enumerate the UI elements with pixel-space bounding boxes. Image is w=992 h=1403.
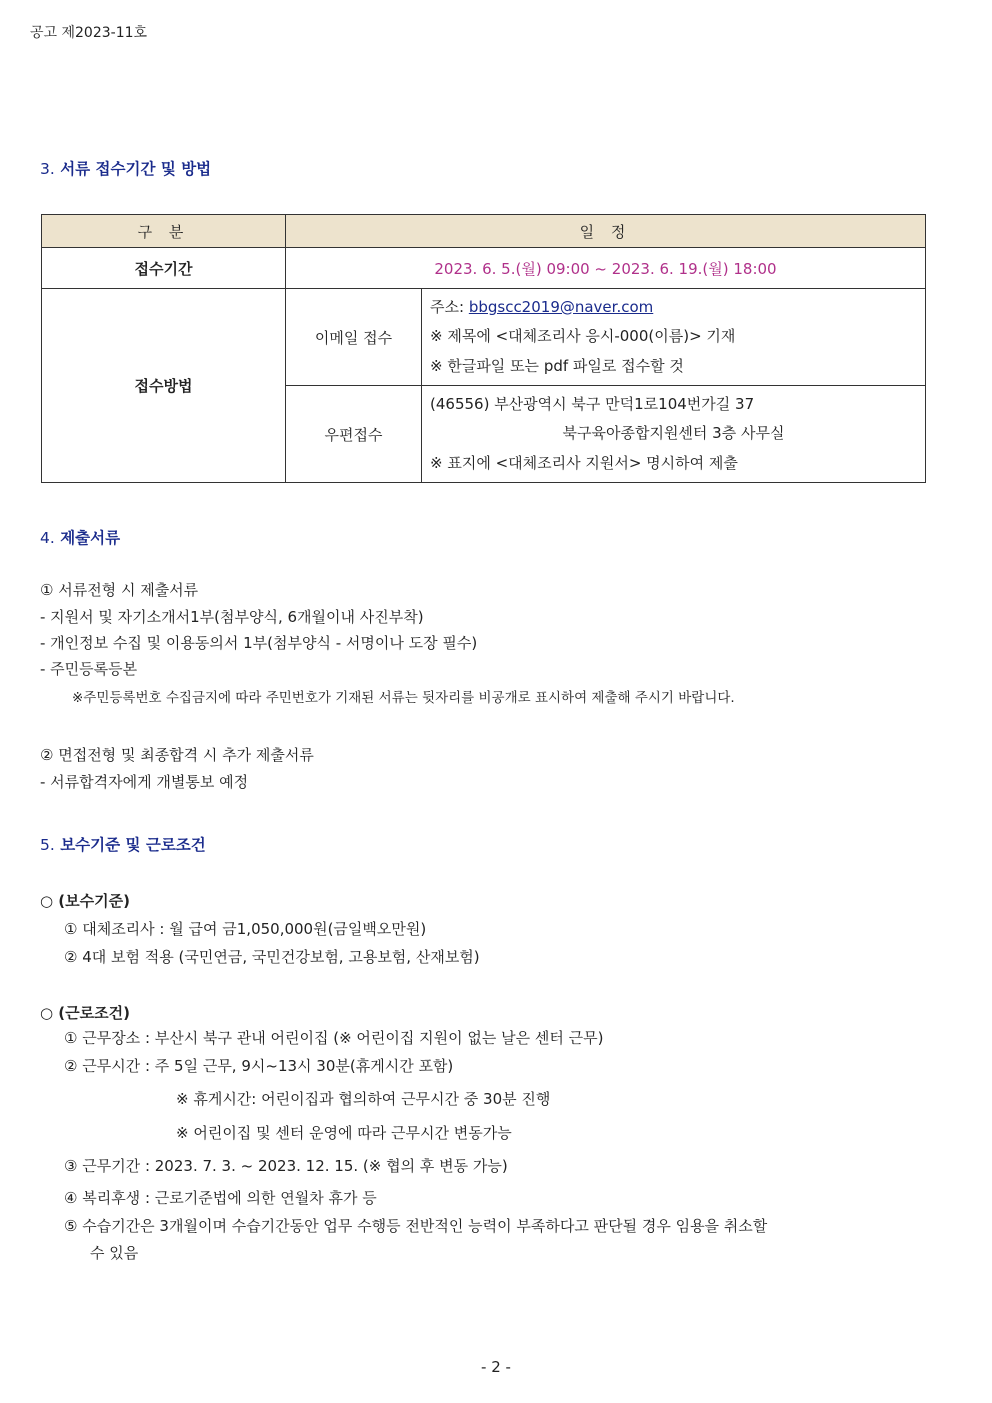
- email-link[interactable]: bbgscc2019@naver.com: [468, 297, 654, 316]
- email-details: [422, 289, 926, 386]
- email-note-format: ※ 한글파일 또는 pdf 파일로 접수할 것: [430, 356, 684, 375]
- work-item-probation: ⑤ 수습기간은 3개월이며 수습기간동안 업무 수행등 전반적인 능력이 부족하다고 판단될 경우 임용을 취소할: [64, 1217, 768, 1235]
- section3-heading: [40, 157, 211, 179]
- post-address: (46556) 부산광역시 북구 만덕1로104번가길 37: [430, 394, 755, 413]
- submission-table: [41, 214, 926, 483]
- method-label: 접수방법: [42, 289, 286, 483]
- notice-number: 공고 제2023-11호: [30, 25, 148, 41]
- work-note-break: ※ 휴게시간: 어린이집과 협의하여 근무시간 중 30분 진행: [176, 1090, 551, 1108]
- section3-number: 3.: [40, 160, 55, 178]
- page-number: - 2 -: [481, 1358, 511, 1376]
- doc-screening-heading: ① 서류전형 시 제출서류: [40, 581, 199, 599]
- email-row: [42, 289, 926, 386]
- pay-item-insurance: ② 4대 보험 적용 (국민연금, 국민건강보험, 고용보험, 산재보험): [64, 948, 480, 966]
- period-row: [42, 248, 926, 289]
- section5-title: 보수기준 및 근로조건: [60, 836, 206, 854]
- section3-title: 서류 접수기간 및 방법: [60, 160, 212, 178]
- post-office: 북구육아종합지원센터 3층 사무실: [562, 424, 785, 443]
- section5-heading: [40, 833, 206, 855]
- section5-number: 5.: [40, 836, 55, 854]
- header-category: 구 분: [42, 215, 286, 248]
- work-item-period: ③ 근무기간 : 2023. 7. 3. ~ 2023. 12. 15. (※ 협의 후 변동 가능): [64, 1157, 508, 1175]
- section4-heading: [40, 526, 120, 548]
- pay-item-salary: ① 대체조리사 : 월 급여 금1,050,000원(금일백오만원): [64, 920, 427, 938]
- doc-item-resident: - 주민등록등본: [40, 660, 138, 678]
- work-note-change: ※ 어린이집 및 센터 운영에 따라 근무시간 변동가능: [176, 1124, 512, 1142]
- doc-item-privacy: - 개인정보 수집 및 이용동의서 1부(첨부양식 - 서명이나 도장 필수): [40, 634, 478, 652]
- header-schedule: 일 정: [286, 215, 926, 248]
- post-note: ※ 표지에 <대체조리사 지원서> 명시하여 제출: [430, 453, 738, 472]
- doc-item-application: - 지원서 및 자기소개서1부(첨부양식, 6개월이내 사진부착): [40, 608, 424, 626]
- section4-title: 제출서류: [60, 529, 121, 547]
- email-prefix: 주소:: [430, 297, 469, 316]
- table-header-row: [42, 215, 926, 248]
- work-heading: ○ (근로조건): [40, 1004, 130, 1022]
- email-label: 이메일 접수: [286, 289, 422, 386]
- email-note-title: ※ 제목에 <대체조리사 응시-000(이름)> 기재: [430, 327, 736, 346]
- pay-heading: ○ (보수기준): [40, 892, 130, 910]
- doc-resident-note: ※주민등록번호 수집금지에 따라 주민번호가 기재된 서류는 뒷자리를 비공개로 표시하여 제출해 주시기 바랍니다.: [72, 690, 735, 706]
- section4-number: 4.: [40, 529, 55, 547]
- interview-heading: ② 면접전형 및 최종합격 시 추가 제출서류: [40, 746, 314, 764]
- work-item-welfare: ④ 복리후생 : 근로기준법에 의한 연월차 휴가 등: [64, 1189, 377, 1207]
- work-item-probation-cont: 수 있음: [90, 1244, 139, 1262]
- interview-note: - 서류합격자에게 개별통보 예정: [40, 773, 249, 791]
- period-value: 2023. 6. 5.(월) 09:00 ~ 2023. 6. 19.(월) 18:00: [286, 248, 926, 289]
- post-details: [422, 386, 926, 483]
- work-item-place: ① 근무장소 : 부산시 북구 관내 어린이집 (※ 어린이집 지원이 없는 날은 센터 근무): [64, 1029, 604, 1047]
- post-label: 우편접수: [286, 386, 422, 483]
- period-label: 접수기간: [42, 248, 286, 289]
- work-item-hours: ② 근무시간 : 주 5일 근무, 9시~13시 30분(휴게시간 포함): [64, 1057, 454, 1075]
